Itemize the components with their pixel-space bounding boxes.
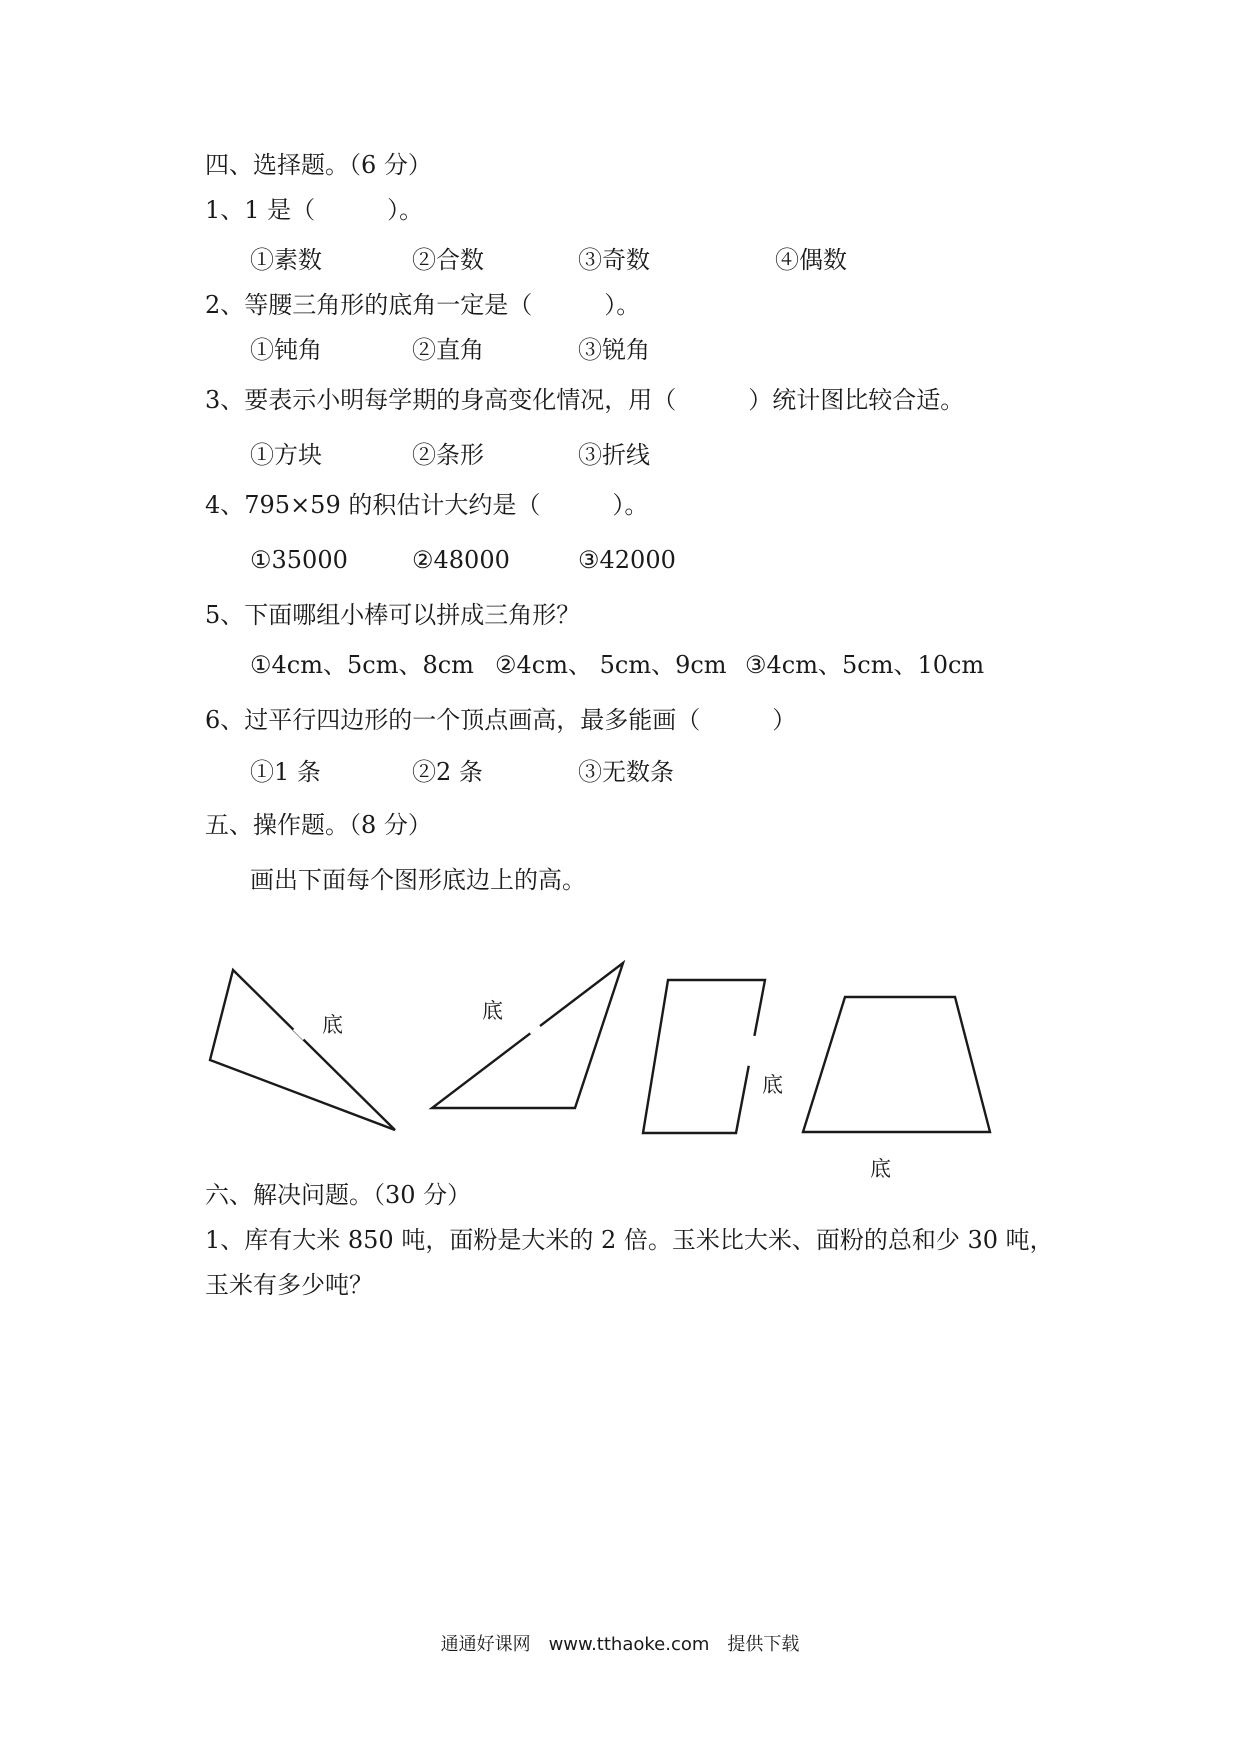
q1-option-3: ③奇数	[578, 246, 650, 274]
footer-source: 通通好课网 www.tthaoke.com 提供下载	[440, 1634, 800, 1655]
q6-option-1: ①1 条	[250, 758, 321, 786]
question-2: 2、等腰三角形的底角一定是（ ）。	[205, 291, 641, 319]
q5-option-1: ①4cm、5cm、8cm	[250, 651, 474, 679]
q4-option-3: ③42000	[578, 546, 676, 574]
triangle-1	[210, 970, 395, 1130]
q1-option-4: ④偶数	[775, 246, 847, 274]
question-4: 4、795×59 的积估计大约是（ ）。	[205, 491, 649, 519]
question-3: 3、要表示小明每学期的身高变化情况，用（ ）统计图比较合适。	[205, 386, 965, 414]
q6-option-3: ③无数条	[578, 758, 674, 786]
section5-instruction: 画出下面每个图形底边上的高。	[250, 866, 586, 894]
q3-option-3: ③折线	[578, 441, 650, 469]
section6-question1-line2: 玉米有多少吨？	[205, 1271, 373, 1299]
q4-option-2: ②48000	[412, 546, 510, 574]
triangle-2-base-label: 底	[482, 999, 503, 1023]
q2-option-3: ③锐角	[578, 336, 650, 364]
q5-option-3: ③4cm、5cm、10cm	[745, 651, 985, 679]
q1-option-1: ①素数	[250, 246, 322, 274]
q1-option-2: ②合数	[412, 246, 484, 274]
q3-option-1: ①方块	[250, 441, 322, 469]
section6-title: 六、解决问题。（30 分）	[205, 1181, 472, 1209]
question-6: 6、过平行四边形的一个顶点画高，最多能画（ ）	[205, 706, 797, 734]
question-1: 1、1 是（ ）。	[205, 196, 424, 224]
q6-option-2: ②2 条	[412, 758, 483, 786]
section6-question1-line1: 1、库有大米 850 吨，面粉是大米的 2 倍。玉米比大米、面粉的总和少 30 吨，	[205, 1226, 1054, 1254]
q4-option-1: ①35000	[250, 546, 348, 574]
parallelogram-base-label: 底	[762, 1073, 783, 1097]
q2-option-2: ②直角	[412, 336, 484, 364]
trapezoid	[803, 997, 990, 1132]
section4-title: 四、选择题。（6 分）	[205, 151, 432, 179]
q2-option-1: ①钝角	[250, 336, 322, 364]
q3-option-2: ②条形	[412, 441, 484, 469]
triangle-1-base-label: 底	[322, 1013, 343, 1037]
triangle-2	[432, 963, 623, 1108]
q5-option-2: ②4cm、 5cm、9cm	[495, 651, 727, 679]
parallelogram	[643, 980, 765, 1133]
question-5: 5、下面哪组小棒可以拼成三角形？	[205, 601, 581, 629]
geometry-figures	[0, 940, 1240, 1180]
trapezoid-base-label: 底	[870, 1157, 891, 1180]
section5-title: 五、操作题。（8 分）	[205, 811, 432, 839]
